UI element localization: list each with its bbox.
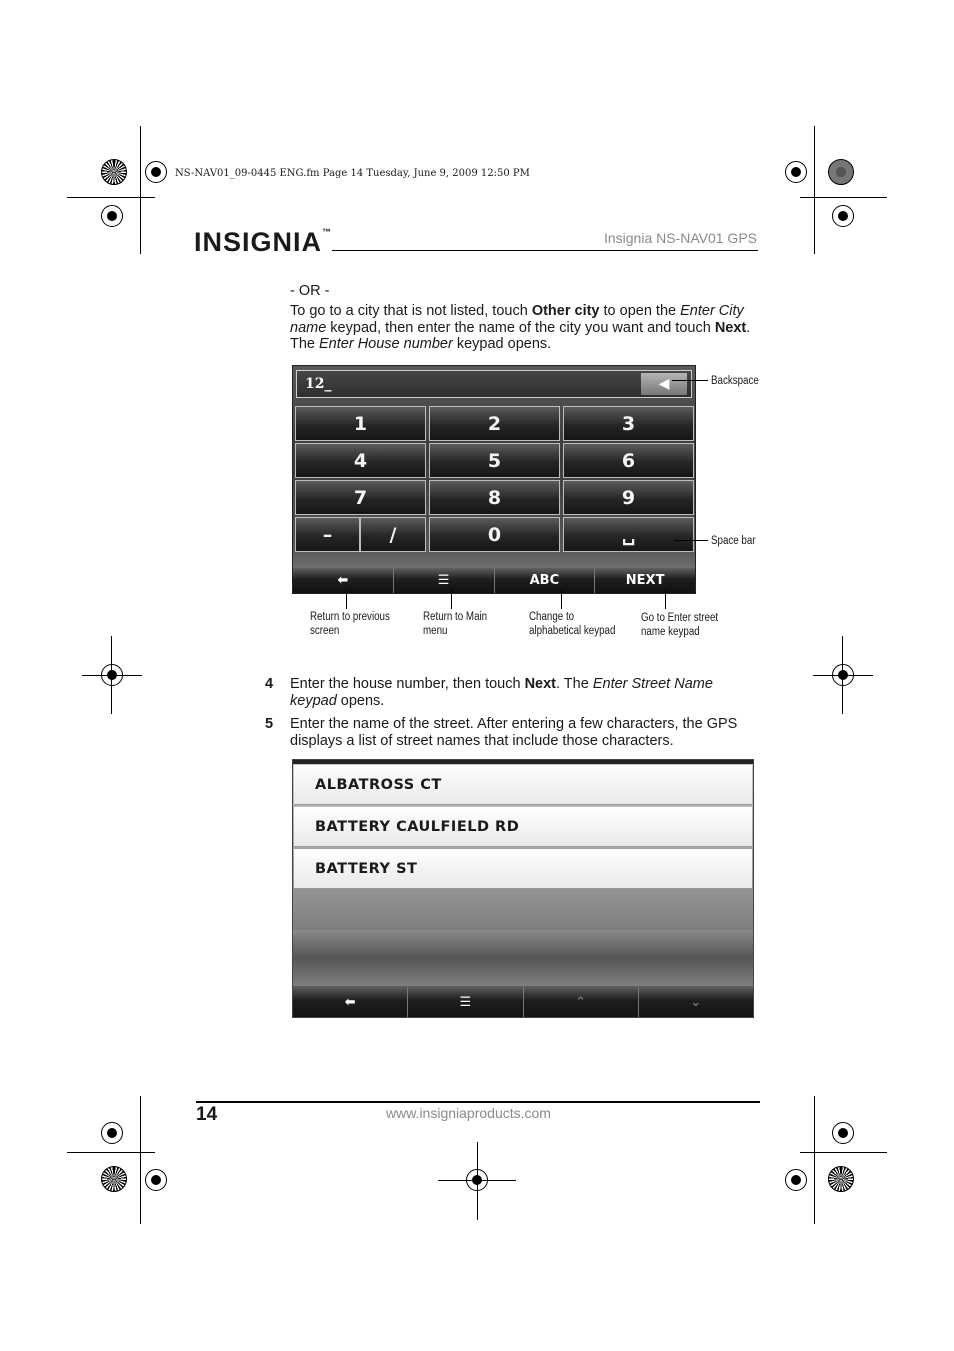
- list-back-button[interactable]: [293, 986, 408, 1018]
- color-bar-icon: [828, 159, 854, 185]
- crosshair-icon: [145, 161, 167, 183]
- return-prev-leader: [346, 590, 347, 609]
- text-run: . The: [556, 676, 593, 692]
- color-bar-icon: [101, 1166, 127, 1192]
- back-button[interactable]: [293, 568, 394, 593]
- key-9[interactable]: 9: [563, 480, 694, 515]
- key-4[interactable]: 4: [295, 443, 426, 478]
- street-item-1[interactable]: ALBATROSS CT: [294, 765, 752, 805]
- go-street-callout: Go to Enter street name keypad: [641, 612, 719, 638]
- return-main-leader: [451, 590, 452, 609]
- crosshair-icon: [832, 664, 854, 686]
- text-run: to open the: [599, 303, 681, 319]
- arrow-left-icon: ⬅: [344, 994, 356, 1010]
- key-slash[interactable]: /: [360, 517, 426, 552]
- text-run: opens.: [336, 692, 385, 709]
- menu-list-icon: ☰: [437, 573, 450, 588]
- key-7[interactable]: 7: [295, 480, 426, 515]
- arrow-left-icon: ⬅: [337, 573, 349, 588]
- abc-button[interactable]: ABC: [495, 568, 596, 593]
- key-2[interactable]: 2: [429, 406, 560, 441]
- crosshair-icon: [785, 1169, 807, 1191]
- chevron-down-icon: ⌄: [690, 994, 702, 1010]
- list-main-menu-button[interactable]: [408, 986, 523, 1018]
- step-5-number: 5: [265, 716, 274, 732]
- insignia-logo: [194, 227, 332, 258]
- entry-value: 12_: [305, 376, 332, 392]
- header-title: Insignia NS-NAV01 GPS: [603, 230, 757, 246]
- list-nav-bar: [293, 986, 753, 1018]
- color-bar-icon: [101, 159, 127, 185]
- street-list-screen: [292, 759, 754, 1018]
- text-run: Next: [524, 676, 557, 692]
- crosshair-icon: [101, 205, 123, 227]
- header-rule: [332, 250, 758, 251]
- key-3[interactable]: 3: [563, 406, 694, 441]
- backspace-leader: [672, 380, 708, 381]
- key-0[interactable]: 0: [429, 517, 560, 552]
- footer-url[interactable]: www.insigniaproducts.com: [386, 1105, 551, 1121]
- space-key[interactable]: ␣: [563, 517, 694, 552]
- waterfall-background: [293, 930, 753, 986]
- color-bar-icon: [828, 1166, 854, 1192]
- backspace-icon: ◀: [658, 376, 670, 392]
- main-menu-button[interactable]: [394, 568, 495, 593]
- key-6[interactable]: 6: [563, 443, 694, 478]
- crosshair-icon: [466, 1169, 488, 1191]
- street-item-3[interactable]: BATTERY ST: [294, 849, 752, 889]
- list-top-bar: [293, 760, 753, 764]
- backspace-button[interactable]: [641, 373, 687, 395]
- text-run: Next: [714, 319, 747, 336]
- change-abc-leader: [561, 590, 562, 609]
- text-run: Other city: [531, 303, 600, 319]
- text-run: Enter the house number, then touch: [290, 676, 525, 692]
- chevron-up-icon: ⌃: [575, 994, 587, 1010]
- street-item-2[interactable]: BATTERY CAULFIELD RD: [294, 807, 752, 847]
- crosshair-icon: [145, 1169, 167, 1191]
- house-number-entry[interactable]: [296, 370, 692, 398]
- text-run: . The: [290, 319, 751, 352]
- step-4-number: 4: [265, 676, 274, 692]
- scroll-up-button[interactable]: [524, 986, 639, 1018]
- text-run: Enter House number: [319, 336, 453, 352]
- go-street-leader: [665, 590, 666, 609]
- return-main-callout: Return to Main menu: [423, 611, 488, 637]
- logo-text: INSIGNIA: [194, 227, 323, 257]
- key-dash[interactable]: –: [295, 517, 360, 552]
- crosshair-icon: [785, 161, 807, 183]
- scroll-down-button[interactable]: [639, 986, 753, 1018]
- page-number: 14: [196, 1104, 218, 1125]
- crosshair-icon: [832, 1122, 854, 1144]
- file-info: NS-NAV01_09-0445 ENG.fm Page 14 Tuesday, June 9, 2009 12:50 PM: [175, 168, 530, 179]
- or-line: - OR -: [290, 283, 330, 299]
- text-run: keypad, then enter the name of the city you want and touch: [326, 319, 715, 336]
- space-bar-leader: [674, 540, 708, 541]
- crosshair-icon: [101, 664, 123, 686]
- text-run: Enter City name: [290, 303, 744, 336]
- footer-rule: [196, 1101, 760, 1103]
- menu-list-icon: ☰: [459, 994, 472, 1010]
- house-number-keypad: [292, 365, 696, 594]
- key-8[interactable]: 8: [429, 480, 560, 515]
- crosshair-icon: [101, 1122, 123, 1144]
- next-button[interactable]: NEXT: [625, 573, 665, 588]
- space-bar-callout: Space bar: [711, 535, 756, 547]
- key-5[interactable]: 5: [429, 443, 560, 478]
- return-prev-callout: Return to previous screen: [310, 611, 390, 637]
- text-run: keypad opens.: [452, 336, 552, 352]
- trademark-symbol: ™: [322, 227, 333, 237]
- key-1[interactable]: 1: [295, 406, 426, 441]
- keypad-nav-bar: [293, 568, 695, 593]
- intro-paragraph: [290, 303, 760, 353]
- text-run: Enter Street Name keypad: [290, 676, 713, 709]
- change-abc-callout: Change to alphabetical keypad: [529, 611, 616, 637]
- crosshair-icon: [832, 205, 854, 227]
- step-5-text: Enter the name of the street. After entering a few characters, the GPS displays a list of street names that include those characters.: [290, 716, 738, 749]
- text-run: To go to a city that is not listed, touch: [290, 303, 532, 319]
- backspace-callout: Backspace: [711, 375, 759, 387]
- step-4-text: [290, 676, 760, 709]
